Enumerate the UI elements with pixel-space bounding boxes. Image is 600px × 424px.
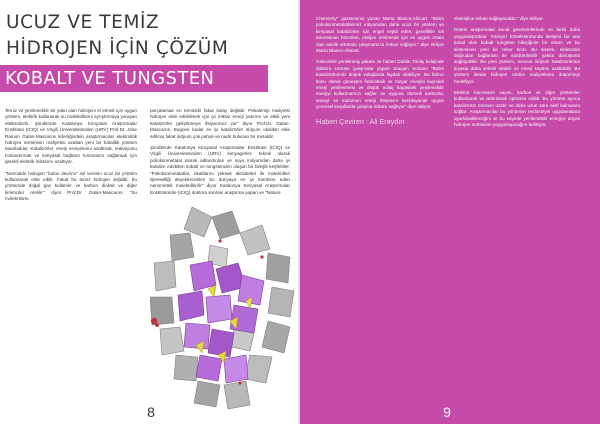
left-page xyxy=(0,0,298,424)
paragraph: Deteis araştırmalar kendi geometrilerinde ve farklı daha yaygınlaştırdılar. Yüzeyin fotoelektrotunda iletişimi bir ana kanal olan kobalt tungsten bileşiğinin bir ortam ve bu sistemlerin yeni bir rekor kırdı. Bu sistem, elektrotun doğrudan bağlantısı ile sürdürülebilir yakıta dönüşümü sağlayabilir. Bu yeni yöntem, mevcut iridyum katalizörlerine kıyasla daha verimli olabilir ve enerji kaybını azaltabilir. Bu yöntem ileride hidrojen üretim maliyetlerini düşürmeyi hedefliyor. xyxy=(454,27,580,84)
title-highlight-bar xyxy=(0,65,268,92)
translator-credit: Haberi Çeviren : Ali Eraydın xyxy=(316,116,405,126)
paragraph: Şimdilerde Katalonya Kimyasal Araştırmalar Enstitüsü (ICIQ) ve Virgili Üniversitesinden (URV) kimyagerler, teknik olarak polioksometalat olarak adlandırılan ve suyu iridyumdan daha iyi katalize edebilen kobalt ve tungstenden oluşan bir bileşik keşfettiler. "Polioksometalatlar, okaltlarını yüksek aktiviteleri ile molekülleri işlevselliği deyebilecekleri bu dünyaya en iyi kombine eden nanometrik moleküllerdir" diyor Katalonya Kimyasal Araştırmalar Enstitüsünde (ICIQ) doktora sonrası araştırma yapan ve "Nature xyxy=(150,145,290,195)
left-column-1 xyxy=(5,108,137,208)
paragraph: Gelecekte yenilenmiş yakıtın ve haberi Dublin Trinity kolejinde doktora sonrası çalışmalar yapan Joaquin Soriano "Bizim katalizörlerimiz düşük voltajlarda faydalı olabiliyor. Bu birinci konu olarak güneşten fotovoltaik ve rüzgar enerjisi kaynaklı enerji yenilenmesi ve düşük voltaj kapasiteli yenilenebilir enerjiyi kullanmamızı sağlar ve uyguna düzenli karbonla, sanayi ve toplumun enerji ihtiyacını karşılayacak uygun çevresel koşullarda çalışma imkanı sağlıyor" diye ekliyor. xyxy=(316,59,444,110)
right-page xyxy=(300,0,600,424)
right-column-2 xyxy=(454,16,580,134)
title-line-1: UCUZ VE TEMİZ xyxy=(6,12,160,33)
paragraph: Temiz ve yenilenebilir bir yakıt olan hidrojeni el etmek için uygun yöntem, elektrik kullanarak su moleküllerini ayrıştırmaya yarayan elektrolizdir. Şimdilerde Katalonya Kimyasal Araştırmalar Enstitüsü (ICIQ) ve Virgili Üniversitesinden (URV) Prof.Dr. Jose Ramon Galan-Mascaros liderliğindeki araştırmacılar elektrolitik hidrojen üretiminin maliyetini azaltan yeni bir katalitik yöntem tasarladılar. Katalizörler, enerji seviyelerini azaltmak, reaksiyonu hızlandırmak ve kimyasal bağların kırılmasını sağlamak için gerekli elektrik miktarını azaltıyor. xyxy=(5,108,137,165)
paragraph: elverişlice imkan sağlayacaktır." diye ekliyor. xyxy=(454,16,544,21)
paragraph: parçalamak en temizidir fakat kolay değildir. Pekalentşi maliyetsi hidrojen elde edebilmek için iyi miktar enerji yatırımı ve etkili yeni katalizörler geliştirmeye ihtiyacımız var" diyor Prof.Dr. Galan-Mascaros. Bugüne kadar en iyi katalizörler iridyum okalitim elde edilmiş fakat iridyum çok pahalı ve nadir bulunan bir metaldir. xyxy=(150,108,290,139)
paragraph: Elektrot hücresinin sayısı, karbon ve diğer yöntemler kullanılarak ve arttırılarak optimize edildi. Bu yöntem ayrıca katalizörün ömrünü uzatır ve daha uzun süre aktif kalmasını sağlar. Araştırmacılar bu yöntemin endüstriyel uygulamalara uyarlanabileceğini ve bu sayede yenilenebilir enerjiye dayalı hidrojen üretiminin yaygınlaşacağını belirtiyor. xyxy=(454,90,580,128)
paragraph: Chemistry" gazetesinin yazarı Marta Blasco-Ahicart. "Bizim polioksometalatlarımız iridyumdan daha ucuz bir yöntem ve kimyasal katalizörler için engel teşkil eden, genellikle sık tanımlanan hücreleri, oksijen üretimede için en uygun ortam olan asidik ortamda çalışmamıza imkan sağlıyor." diye ekliyor Marta Blasco-Ahicart. xyxy=(316,16,444,54)
right-column-1 xyxy=(316,16,444,126)
title-line-2: HİDROJEN İÇİN ÇÖZÜM xyxy=(6,38,229,59)
left-column-2 xyxy=(150,108,290,201)
page-number-right: 9 xyxy=(443,404,451,420)
polyoxometalate-molecule-illustration xyxy=(150,205,300,410)
paragraph: "Normalde hidrojen ''bulan devrimi'' ısıl verimin ucuz bir yöntem kullanılarak elde edilir. Fakat bu temiz hidrojen değildir, bu yöntemde doğal gaz kullanılır ve karbon dioksit ve diğer kirleticiler üretilir." diyor Prof.Dr. Galan-Mascaros. "Su molekülünü xyxy=(5,170,137,202)
title-line-3: KOBALT VE TUNGSTEN xyxy=(5,68,215,89)
page-number-left: 8 xyxy=(147,404,155,420)
